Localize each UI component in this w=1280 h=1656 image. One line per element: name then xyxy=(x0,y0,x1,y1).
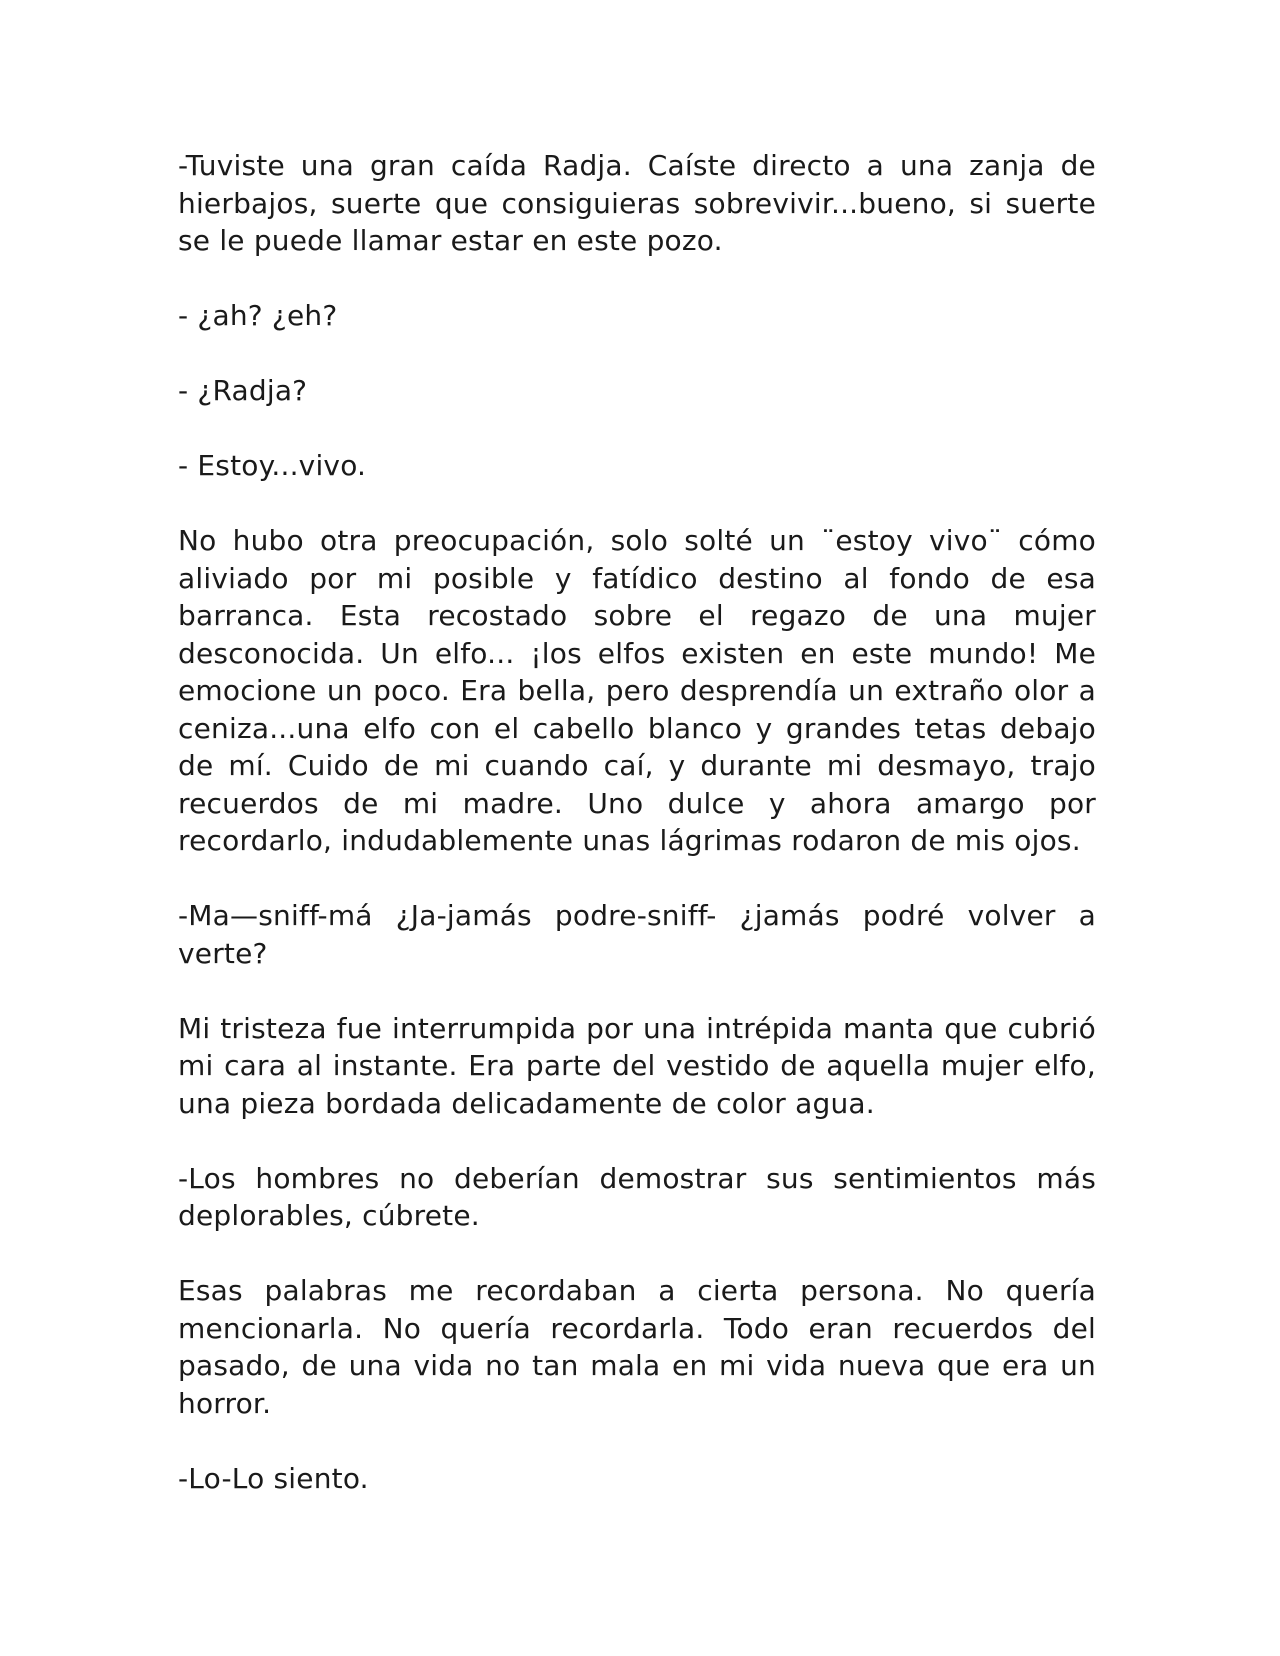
paragraph-narration-memories: Esas palabras me recordaban a cierta persona. No quería mencionarla. No quería recordarla. Todo eran recuerdos del pasado, de una vida no tan mala en mi vida nueva que era un horror. xyxy=(178,1274,1096,1420)
paragraph-dialogue-fall: -Tuviste una gran caída Radja. Caíste directo a una zanja de hierbajos, suerte que consiguieras sobrevivir...bueno, si suerte se le puede llamar estar en este pozo. xyxy=(178,149,1096,257)
paragraph-dialogue-ah-eh: - ¿ah? ¿eh? xyxy=(178,299,338,332)
paragraph-dialogue-sorry: -Lo-Lo siento. xyxy=(178,1461,369,1495)
paragraph-dialogue-alive: - Estoy...vivo. xyxy=(178,449,367,482)
document-body xyxy=(178,147,1096,1497)
paragraph-dialogue-men: -Los hombres no deberían demostrar sus sentimientos más deplorables, cúbrete. xyxy=(178,1161,1096,1232)
paragraph-dialogue-radja: - ¿Radja? xyxy=(178,374,308,407)
paragraph-narration-elf: No hubo otra preocupación, solo solté un ¨estoy vivo¨ cómo aliviado por mi posible y fatídico destino al fondo de esa barranca. Esta recostado sobre el regazo de una mujer desconocida. Un elfo... ¡los elfos existen en este mundo! Me emocione un poco. Era bella, pero desprendía un extraño olor a ceniza...una elfo con el cabello blanco y grandes tetas debajo de mí. Cuido de mi cuando caí, y durante mi desmayo, trajo recuerdos de mi madre. Uno dulce y ahora amargo por recordarlo, indudablemente unas lágrimas rodaron de mis ojos. xyxy=(178,524,1096,857)
paragraph-narration-cloth: Mi tristeza fue interrumpida por una intrépida manta que cubrió mi cara al instante. Era parte del vestido de aquella mujer elfo, una pieza bordada delicadamente de color agua. xyxy=(178,1011,1096,1120)
paragraph-dialogue-mother: -Ma—sniff-má ¿Ja-jamás podre-sniff- ¿jamás podré volver a verte? xyxy=(178,899,1096,970)
